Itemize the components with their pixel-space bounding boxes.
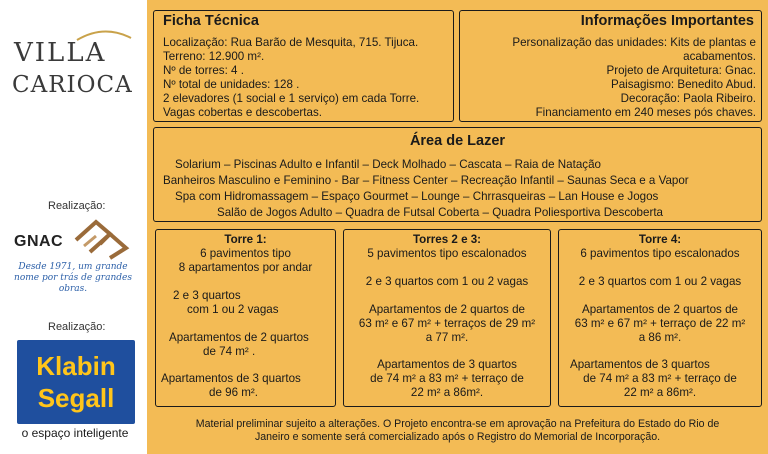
logo-carioca-text: CARIOCA [12,72,133,98]
disclaimer-line-1: Material preliminar sujeito a alterações. O Projeto encontra-se em aprovação na Prefeitura do Estado do Rio de [195,418,720,430]
ficha-tecnica-title: Ficha Técnica [163,13,259,29]
info-line: Projeto de Arquitetura: Gnac. [606,64,756,77]
torres-2-3-line: 2 e 3 quartos com 1 ou 2 vagas [365,275,529,288]
lazer-line: Banheiros Masculino e Feminino - Bar – Fitness Center – Recreação Infantil – Saunas Seca e a Vapor [163,174,689,187]
torre-4-line: 63 m² e 67 m² + terraço de 22 m² [574,317,746,330]
torre-4-line: a 86 m². [638,331,682,344]
info-line: Personalização das unidades: Kits de plantas e [512,36,756,49]
area-lazer-title: Área de Lazer [409,133,506,149]
info-line: Decoração: Paola Ribeiro. [620,92,756,105]
torres-2-3-title: Torres 2 e 3: [412,233,482,246]
ficha-line: 2 elevadores (1 social e 1 serviço) em cada Torre. [163,92,420,105]
torre-1-line: 2 e 3 quartos [173,289,241,302]
klabin-tagline: o espaço inteligente [21,426,129,440]
torre-1-line: de 96 m². [209,386,258,399]
torres-2-3-line: Apartamentos de 2 quartos de [369,303,525,316]
torre-4-line: de 74 m² a 83 m² + terraço de [583,372,737,385]
info-line: Paisagismo: Benedito Abud. [610,78,756,91]
torres-2-3-line: 5 pavimentos tipo escalonados [367,247,527,260]
torre-4-line: 22 m² a 86m². [623,386,697,399]
info-line: Financiamento em 240 meses pós chaves. [535,106,756,119]
torres-2-3-line: a 77 m². [425,331,469,344]
torre-4-title: Torre 4: [638,233,682,246]
torre-4-line: 2 e 3 quartos com 1 ou 2 vagas [578,275,742,288]
klabin-logo-line1: Klabin [36,351,116,381]
torre-1-line: Apartamentos de 3 quartos [161,372,301,385]
torre-1-line: 6 pavimentos tipo [200,247,291,260]
klabin-segall-logo [17,340,135,424]
ficha-line: Terreno: 12.900 m². [163,50,265,63]
torre-1-line: Apartamentos de 2 quartos [169,331,309,344]
lazer-line: Spa com Hidromassagem – Espaço Gourmet – Lounge – Chrrasqueiras – Lan House e Jogos [175,190,659,203]
gnac-slogan: Desde 1971, um grande nome por trás de grandes obras. [14,262,132,294]
torres-2-3-line: de 74 m² a 83 m² + terraço de [370,372,524,385]
torre-1-line: com 1 ou 2 vagas [187,303,279,316]
torres-2-3-line: Apartamentos de 3 quartos [377,358,517,371]
torre-4-line: Apartamentos de 3 quartos [570,358,710,371]
realizacao-label-2: Realização: [48,321,106,333]
lazer-line: Solarium – Piscinas Adulto e Infantil – Deck Molhado – Cascata – Raia de Natação [175,158,601,171]
gnac-logo-icon [70,218,132,260]
torre-1-line: 8 apartamentos por andar [178,261,313,274]
sidebar [0,0,147,454]
ficha-line: Nº de torres: 4 . [163,64,244,77]
ficha-line: Vagas cobertas e descobertas. [163,106,322,119]
gnac-logo-text: GNAC [14,233,64,250]
ficha-line: Localização: Rua Barão de Mesquita, 715. Tijuca. [163,36,419,49]
klabin-logo-line2: Segall [37,383,115,413]
torre-4-line: 6 pavimentos tipo escalonados [580,247,740,260]
torres-2-3-line: 22 m² a 86m². [410,386,484,399]
disclaimer-line-2: Janeiro e somente será comercializado após o Registro do Memorial de Incorporação. [254,431,661,443]
info-line: acabamentos. [683,50,756,63]
lazer-line: Salão de Jogos Adulto – Quadra de Futsal Coberta – Quadra Poliesportiva Descoberta [217,206,663,219]
torre-4-line: Apartamentos de 2 quartos de [582,303,738,316]
torres-2-3-line: 63 m² e 67 m² + terraços de 29 m² [358,317,536,330]
informacoes-title: Informações Importantes [580,13,754,29]
main-panel [147,0,768,454]
realizacao-label-1: Realização: [48,200,106,212]
ficha-line: Nº total de unidades: 128 . [163,78,300,91]
torre-1-title: Torre 1: [224,233,267,246]
torre-1-line: de 74 m² . [203,345,256,358]
logo-villa-text: VILLA [14,38,107,68]
